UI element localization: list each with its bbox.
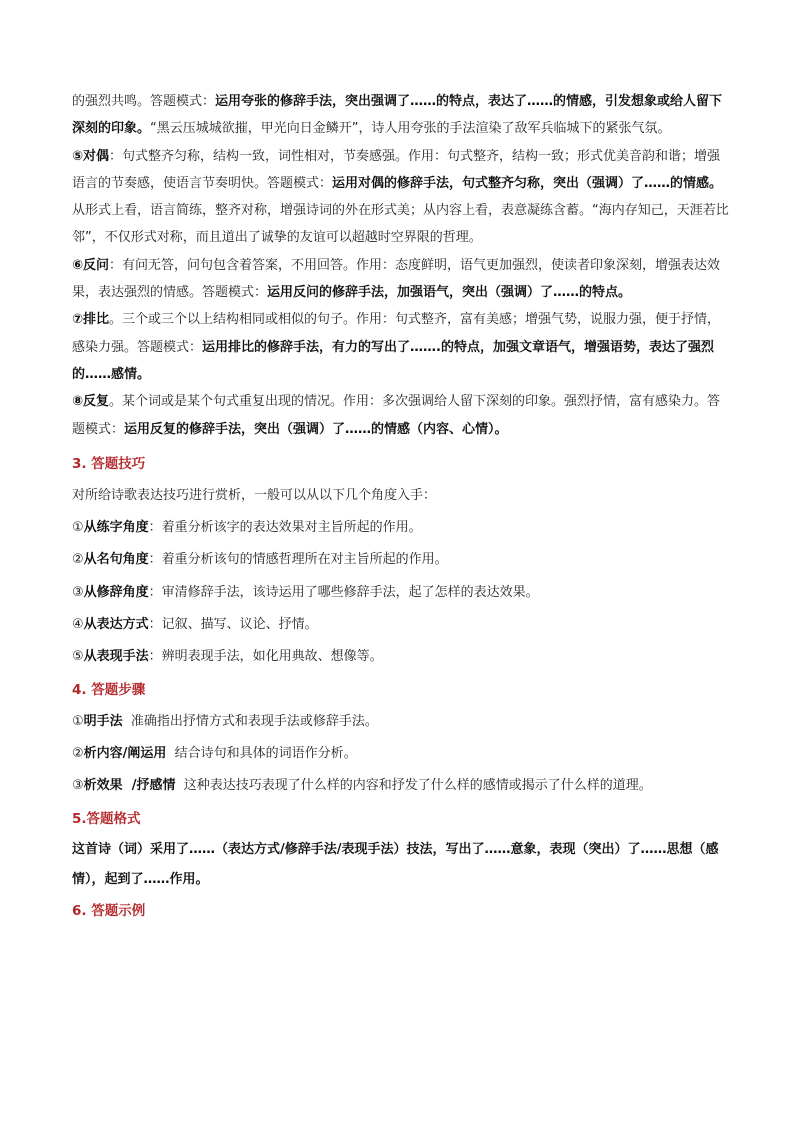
rhetorical-question-paragraph: ⑥反问：有问无答，问句包含着答案，不用回答。作用：态度鲜明，语气更加强烈，使读者印象深刻，增强表达效果，表达强烈的情感。答题模式：运用反问的修辞手法，加强语气，突出（强调）了……的特点。 [72,257,721,301]
section4-list [72,706,732,803]
list-item: ③从修辞角度：审清修辞手法，该诗运用了哪些修辞手法，起了怎样的表达效果。 [72,584,539,600]
list-item: ①从练字角度：着重分析该字的表达效果对主旨所起的作用。 [72,520,422,536]
rhetorical-question-label: ⑥反问 [72,257,110,273]
repetition-label: ⑧反复 [72,394,110,410]
list-item: ④从表达方式：记叙、描写、议论、抒情。 [72,617,318,633]
hyperbole-tail-paragraph: 的强烈共鸣。答题模式：运用夸张的修辞手法，突出强调了……的特点，表达了……的情感，引发想象或给人留下深刻的印象。“黑云压城城欲摧，甲光向日金鳞开”，诗人用夸张的手法渲染了敌军兵临城下的紧张气氛。 [72,94,723,137]
section3-intro: 对所给诗歌表达技巧进行赏析，一般可以从以下几个角度入手： [72,487,437,503]
repetition-paragraph: ⑧反复。某个词或是某个句式重复出现的情况。作用：多次强调给人留下深刻的印象。强烈抒情，富有感染力。答题模式：运用反复的修辞手法，突出（强调）了……的情感（内容、心情）。 [72,394,721,437]
section3-list [72,480,732,674]
list-item: ②析内容/阐运用 结合诗句和具体的词语作分析。 [72,745,357,761]
antithesis-paragraph: ⑤对偶：句式整齐匀称，结构一致，词性相对，节奏感强。作用：句式整齐，结构一致；形式优美音韵和谐；增强语言的节奏感，使语言节奏明快。答题模式：运用对偶的修辞手法，句式整齐匀称，突出（强调）了……的情感。从形式上看，语言简练，整齐对称，增强诗词的外在形式美；从内容上看，表意凝练含蓄。“海内存知己，天涯若比邻”，不仅形式对称，而且道出了诚挚的友谊可以超越时空界限的哲理。 [72,148,729,246]
section4-heading: 4. 答题步骤 [72,681,146,698]
document-page [72,88,732,927]
list-item: ⑤从表现手法：辨明表现手法，如化用典故、想像等。 [72,649,383,665]
section6-heading: 6. 答题示例 [72,902,146,919]
section3-heading: 3. 答题技巧 [72,455,146,472]
antithesis-label: ⑤对偶 [72,148,110,164]
list-item: ①明手法 准确指出抒情方式和表现手法或修辞手法。 [72,713,378,729]
parallelism-label: ⑦排比 [72,312,110,328]
list-item: ③析效果 /抒感情 这种表达技巧表现了什么样的内容和抒发了什么样的感情或揭示了什么样的道理。 [72,778,652,794]
list-item: ②从名句角度：着重分析该句的情感哲理所在对主旨所起的作用。 [72,552,448,568]
parallelism-paragraph: ⑦排比。三个或三个以上结构相同或相似的句子。作用：句式整齐，富有美感；增强气势，说服力强，便于抒情，感染力强。答题模式：运用排比的修辞手法，有力的写出了…….的特点，加强文章语气，增强语势，表达了强烈的……感情。 [72,312,721,382]
section5-heading: 5.答题格式 [72,810,141,827]
section5-body: 这首诗（词）采用了……（表达方式/修辞手法/表现手法）技法，写出了……意象，表现（突出）了……思想（感情），起到了……作用。 [72,841,719,887]
